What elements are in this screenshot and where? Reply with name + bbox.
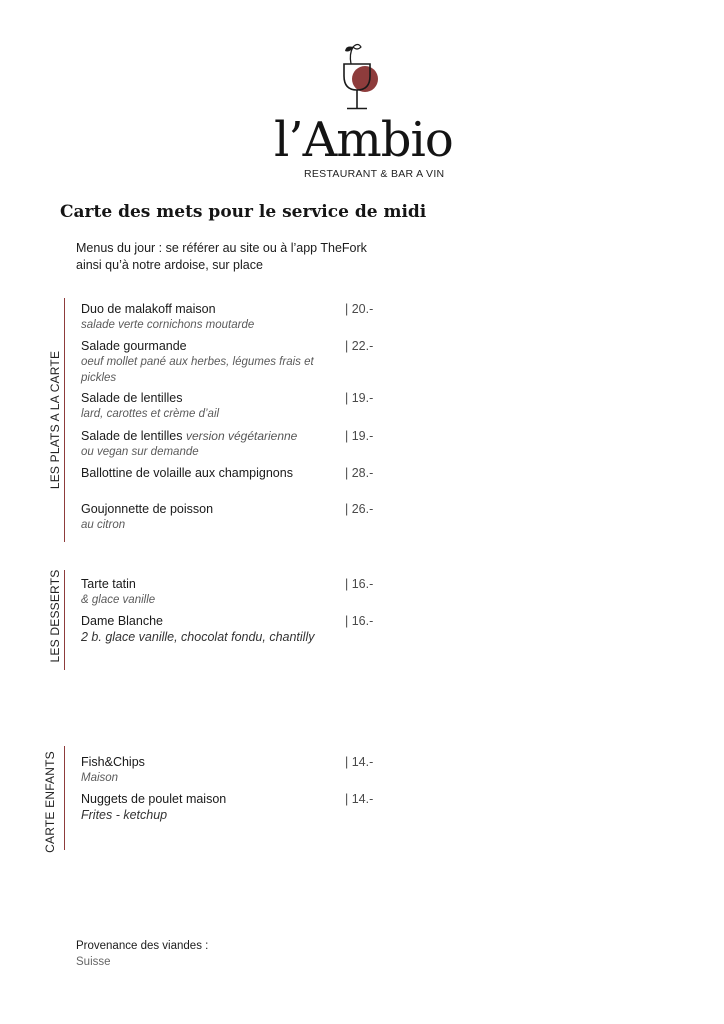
item-name: Goujonnette de poisson <box>81 502 214 516</box>
menu-item <box>81 301 381 333</box>
brand-name: l’Ambio <box>274 112 453 168</box>
item-description: Frites - ketchup <box>81 808 168 822</box>
item-price: | 14.- <box>345 755 374 769</box>
item-description: lard, carottes et crème d’ail <box>81 408 220 420</box>
section-divider-enfants <box>64 746 65 850</box>
menu-item <box>81 465 381 481</box>
section-divider-desserts <box>64 570 65 670</box>
item-price: | 28.- <box>345 466 374 480</box>
item-price: | 20.- <box>345 302 374 316</box>
item-price: | 26.- <box>345 502 374 516</box>
item-price: | 19.- <box>345 429 374 443</box>
item-description: au citron <box>81 519 126 531</box>
item-name: Fish&Chips <box>81 755 145 769</box>
menu-item <box>81 428 381 460</box>
item-name: Ballottine de volaille aux champignons <box>81 466 293 480</box>
menu-item <box>81 501 381 533</box>
intro-text <box>76 240 396 274</box>
item-price: | 22.- <box>345 339 374 353</box>
page-title: Carte des mets pour le service de midi <box>60 202 427 222</box>
section-label-plats-text: LES PLATS A LA CARTE <box>48 350 62 490</box>
item-description: 2 b. glace vanille, chocolat fondu, chantilly <box>81 630 315 644</box>
brand-tagline: RESTAURANT & BAR A VIN <box>304 168 445 180</box>
item-price: | 16.- <box>345 577 374 591</box>
provenance-value: Suisse <box>76 956 111 968</box>
item-name: Dame Blanche <box>81 614 163 628</box>
menu-item <box>81 613 381 645</box>
item-name: Salade de lentilles <box>81 429 183 443</box>
item-description: salade verte cornichons moutarde <box>81 319 255 331</box>
item-price: | 16.- <box>345 614 374 628</box>
menu-item <box>81 338 381 386</box>
section-label-enfants-text: CARTE ENFANTS <box>43 751 57 853</box>
provenance-label: Provenance des viandes : <box>76 940 209 952</box>
intro-line-1: Menus du jour : se référer au site ou à l’app TheFork <box>76 241 367 255</box>
menu-item <box>81 791 381 823</box>
menu-item <box>81 754 381 786</box>
menu-item <box>81 576 381 608</box>
intro-line-2: ainsi qu’à notre ardoise, sur place <box>76 258 263 272</box>
section-divider-plats <box>64 298 65 542</box>
meat-provenance <box>76 938 208 970</box>
restaurant-logo <box>270 40 460 185</box>
item-description: & glace vanille <box>81 594 156 606</box>
item-name: Nuggets de poulet maison <box>81 792 227 806</box>
item-description: ou vegan sur demande <box>81 446 199 458</box>
item-price: | 19.- <box>345 391 374 405</box>
item-price: | 14.- <box>345 792 374 806</box>
item-variant-note: version végétarienne <box>185 429 298 443</box>
item-name: Salade gourmande <box>81 339 187 353</box>
item-name-row <box>81 428 381 444</box>
item-name: Salade de lentilles <box>81 391 183 405</box>
item-name: Tarte tatin <box>81 577 136 591</box>
item-description: Maison <box>81 772 119 784</box>
menu-item <box>81 390 381 422</box>
section-label-desserts-text: LES DESSERTS <box>48 569 62 663</box>
item-description: oeuf mollet pané aux herbes, légumes frais et pickles <box>81 356 314 384</box>
wine-glass-icon <box>336 40 386 112</box>
item-name: Duo de malakoff maison <box>81 302 216 316</box>
